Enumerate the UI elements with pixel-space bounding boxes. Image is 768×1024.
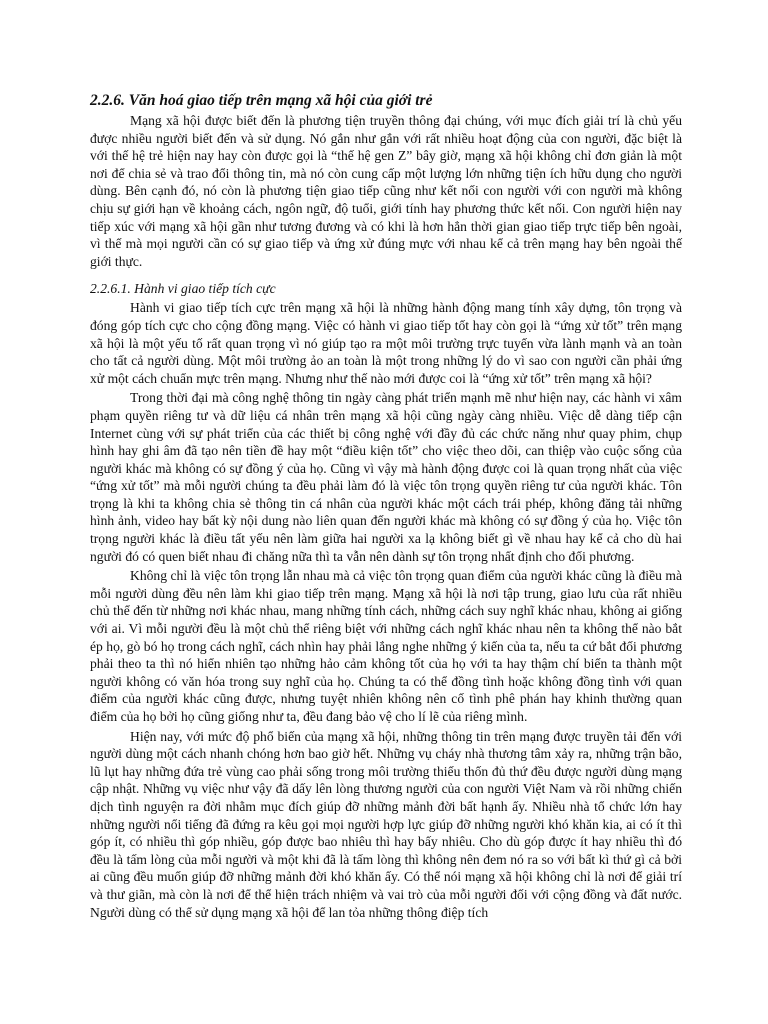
subsection-title: 2.2.6.1. Hành vi giao tiếp tích cực <box>90 281 276 297</box>
subsection-paragraph: Không chỉ là việc tôn trọng lẫn nhau mà cả việc tôn trọng quan điểm của người khác cũng là điều mà mỗi người dùng đều nên làm khi giao tiếp trên mạng. Mạng xã hội là nơi tập trung, giao lưu của rất nhiều chủ thể đến từ những nơi khác nhau, mang những tính cách, những cách suy nghĩ khác nhau, không ai giống với ai. Vì mỗi người đều là một chủ thể riêng biệt với những cách nghĩ khác nhau nên ta không thể nào bắt ép họ, gò bó họ trong cách nghĩ, cách nhìn hay phải lắng nghe những ý kiến của ta, nếu ta cứ bắt đối phương phải theo ta thì nó hiển nhiên tạo những hảo cảm không tốt của họ với ta hay thậm chí biến ta thành một người không có văn hóa trong suy nghĩ của họ. Chúng ta có thể đồng tình hoặc không đồng tình với quan điểm của người khác cũng được, nhưng tuyệt nhiên không nên cố tình phê phán hay khinh thường quan điểm của họ bởi họ cũng giống như ta, đều đang bảo vệ cho lí lẽ của riêng mình. <box>90 568 682 724</box>
subsection-paragraph: Hiện nay, với mức độ phổ biến của mạng xã hội, những thông tin trên mạng được truyền tải đến với người dùng một cách nhanh chóng hơn bao giờ hết. Những vụ cháy nhà thương tâm xảy ra, những trận bão, lũ lụt hay những đứa trẻ vùng cao phải sống trong môi trường thiếu thốn đủ thứ đều được người dùng mạng cập nhật. Những vụ việc như vậy đã dấy lên lòng thương người của con người Việt Nam và rồi những chiến dịch tình nguyện ra đời nhằm mục đích giúp đỡ những mảnh đời bất hạnh ấy. Nhiều nhà tổ chức lớn hay những người nổi tiếng đã đứng ra kêu gọi mọi người hợp lực giúp đỡ những người khó khăn kia, ai có ít thì góp ít, có nhiều thì góp nhiều, góp được bao nhiêu thì hay bấy nhiêu. Cho dù góp được ít hay nhiều thì đó đều là tấm lòng của mỗi người và một khi đã là tấm lòng thì không nên đem nó ra so với bất kì thứ gì cả bởi ai cũng đều muốn giúp đỡ những mảnh đời khó khăn ấy. Có thể nói mạng xã hội không chỉ là nơi để giải trí và thư giãn, mà còn là nơi để thể hiện trách nhiệm và vai trò của mỗi người đối với cộng đồng và đất nước. Người dùng có thể sử dụng mạng xã hội để lan tỏa những thông điệp tích <box>90 728 682 920</box>
section-title: 2.2.6. Văn hoá giao tiếp trên mạng xã hội của giới trẻ <box>90 92 433 109</box>
subsection-paragraph: Hành vi giao tiếp tích cực trên mạng xã hội là những hành động mang tính xây dựng, tôn trọng và đóng góp tích cực cho cộng đồng mạng. Việc có hành vi giao tiếp tốt hay còn gọi là “ứng xử tốt” trên mạng xã hội là một yếu tố rất quan trọng vì nó giúp tạo ra một môi trường trực tuyến vừa lành mạnh và an toàn cho tất cả người dùng. Một môi trường ảo an toàn là một trong những lý do vì sao con người cần phải ứng xử một cách chuẩn mực trên mạng. Nhưng như thế nào mới được coi là “ứng xử tốt” trên mạng xã hội? <box>90 300 682 386</box>
subsection-paragraph: Trong thời đại mà công nghệ thông tin ngày càng phát triển mạnh mẽ như hiện nay, các hành vi xâm phạm quyền riêng tư và dữ liệu cá nhân trên mạng xã hội cũng ngày càng nhiều. Việc dễ dàng tiếp cận Internet cùng với sự phát triển của các thiết bị công nghệ với đầy đủ các chức năng như quay phim, chụp hình hay ghi âm đã tạo nên tiền đề hay một “điều kiện tốt” cho việc theo dõi, can thiệp vào cuộc sống của người khác mà không có sự đồng ý của họ. Cũng vì vậy mà hành động được coi là quan trọng nhất của việc “ứng xử tốt” mà mỗi người chúng ta đều phải làm đó là việc tôn trọng quyền riêng tư của người khác. Tôn trọng là khi ta không chia sẻ thông tin cá nhân của người khác một cách trái phép, không đăng tải những hình ảnh, video hay bất kỳ nội dung nào liên quan đến người khác mà không có sự đồng ý của họ. Việc tôn trọng người khác là điều tất yếu nên làm giữa hai người xa lạ không biết gì về nhau hay kể cả cho dù hai người đó có quen biết nhau đi chăng nữa thì ta vẫn nên dành sự tôn trọng nhất định cho đối phương. <box>90 390 682 564</box>
section-paragraph: Mạng xã hội được biết đến là phương tiện truyền thông đại chúng, với mục đích giải trí là chủ yếu được nhiều người biết đến và sử dụng. Nó gắn như gắn với rất nhiều hoạt động của con người, đặc biệt là với thế hệ trẻ hiện nay hay còn được gọi là “thế hệ gen Z” bây giờ, mạng xã hội không chỉ đơn giản là một nơi để chia sẻ và trao đổi thông tin, mà nó còn cung cấp một lượng lớn những tiện ích hữu dụng cho người dùng. Bên cạnh đó, nó còn là phương tiện giao tiếp cũng như kết nối con người với con người mà không chịu sự giới hạn về khoảng cách, ngôn ngữ, độ tuổi, giới tính hay phương thức kết nối. Con người hiện nay tiếp xúc với mạng xã hội gần như tương đương và có khi là hơn hẳn thời gian giao tiếp trực tiếp bên ngoài, vì thế mà mọi người cần có sự giao tiếp và ứng xử đúng mực với nhau kể cả trên mạng hay bên ngoài thế giới thực. <box>90 113 682 269</box>
